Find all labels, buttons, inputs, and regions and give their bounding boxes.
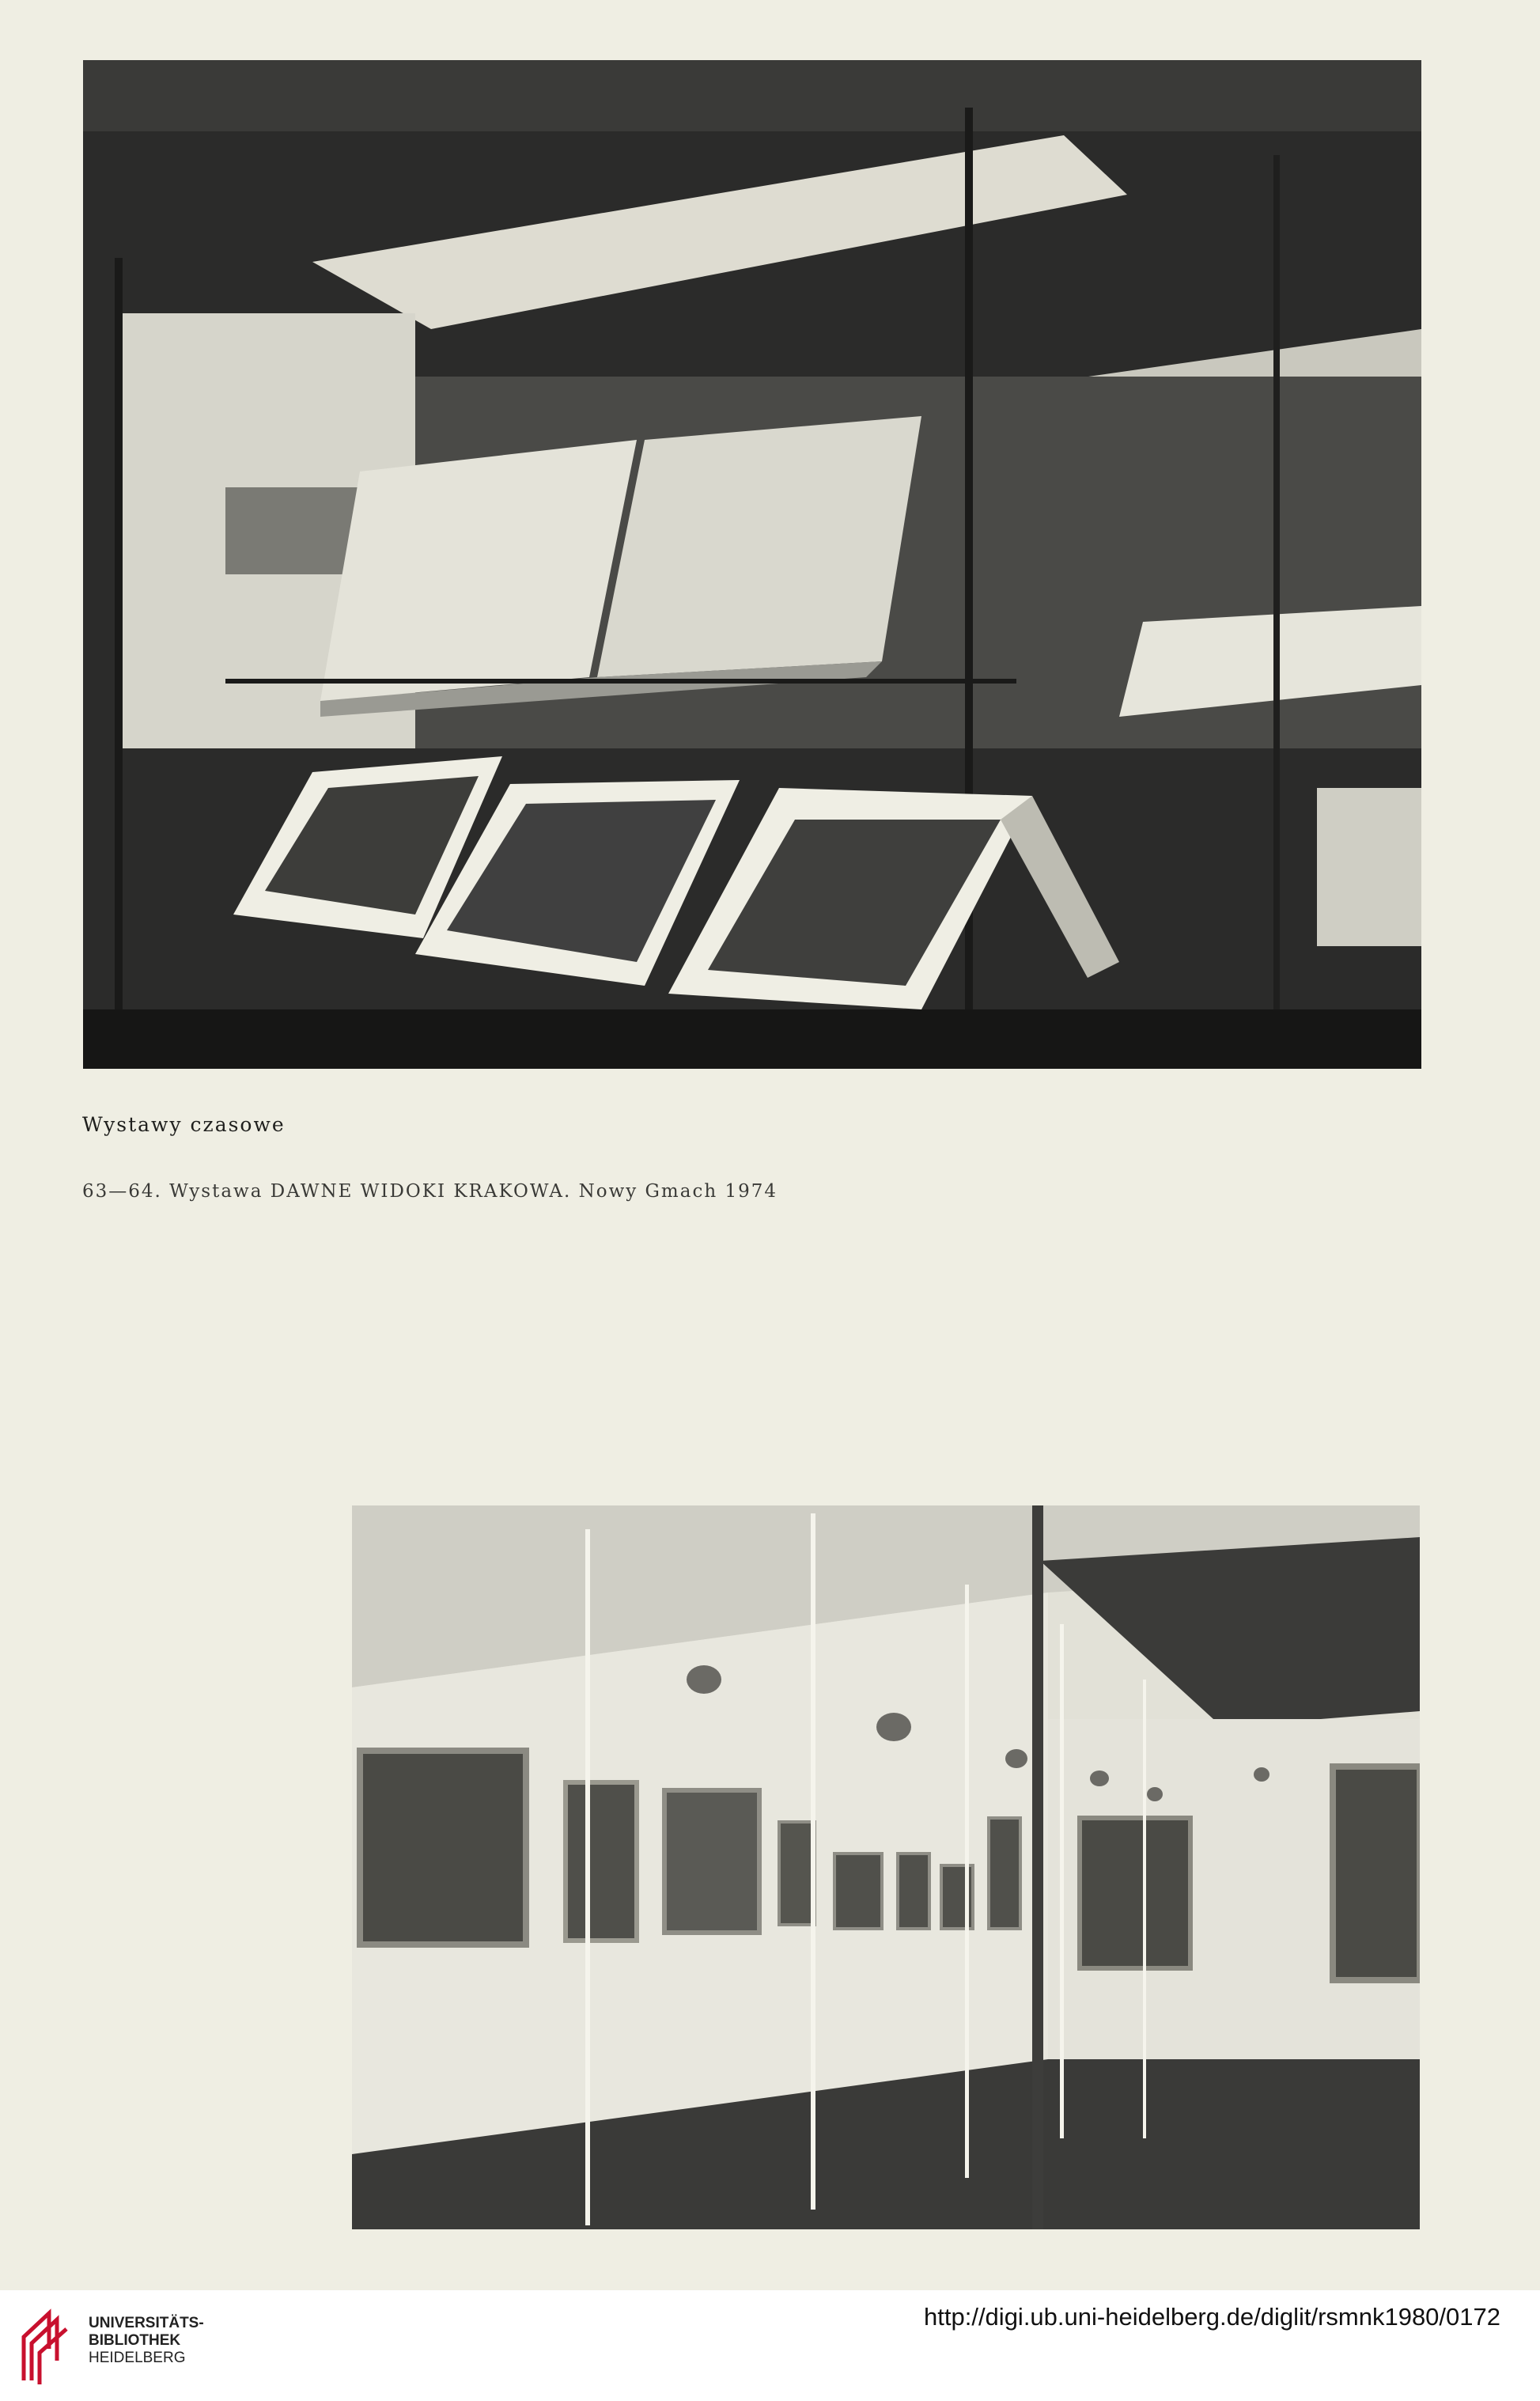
exhibition-photo-bottom	[352, 1505, 1420, 2229]
figure-caption: 63—64. Wystawa DAWNE WIDOKI KRAKOWA. Nowy Gmach 1974	[82, 1181, 778, 1202]
library-name-line2: BIBLIOTHEK	[89, 2332, 181, 2349]
library-name	[89, 2315, 204, 2367]
section-title: Wystawy czasowe	[82, 1113, 286, 1136]
exhibition-photo-top	[83, 60, 1421, 1069]
gallery-room-photo-icon	[352, 1505, 1420, 2229]
library-name-line1: UNIVERSITÄTS-	[89, 2315, 204, 2331]
source-url-link[interactable]: http://digi.ub.uni-heidelberg.de/diglit/rsmnk1980/0172	[924, 2303, 1500, 2331]
display-case-photo-icon	[83, 60, 1421, 1069]
library-name-line3: HEIDELBERG	[89, 2350, 186, 2366]
university-library-logo-icon	[17, 2305, 73, 2388]
